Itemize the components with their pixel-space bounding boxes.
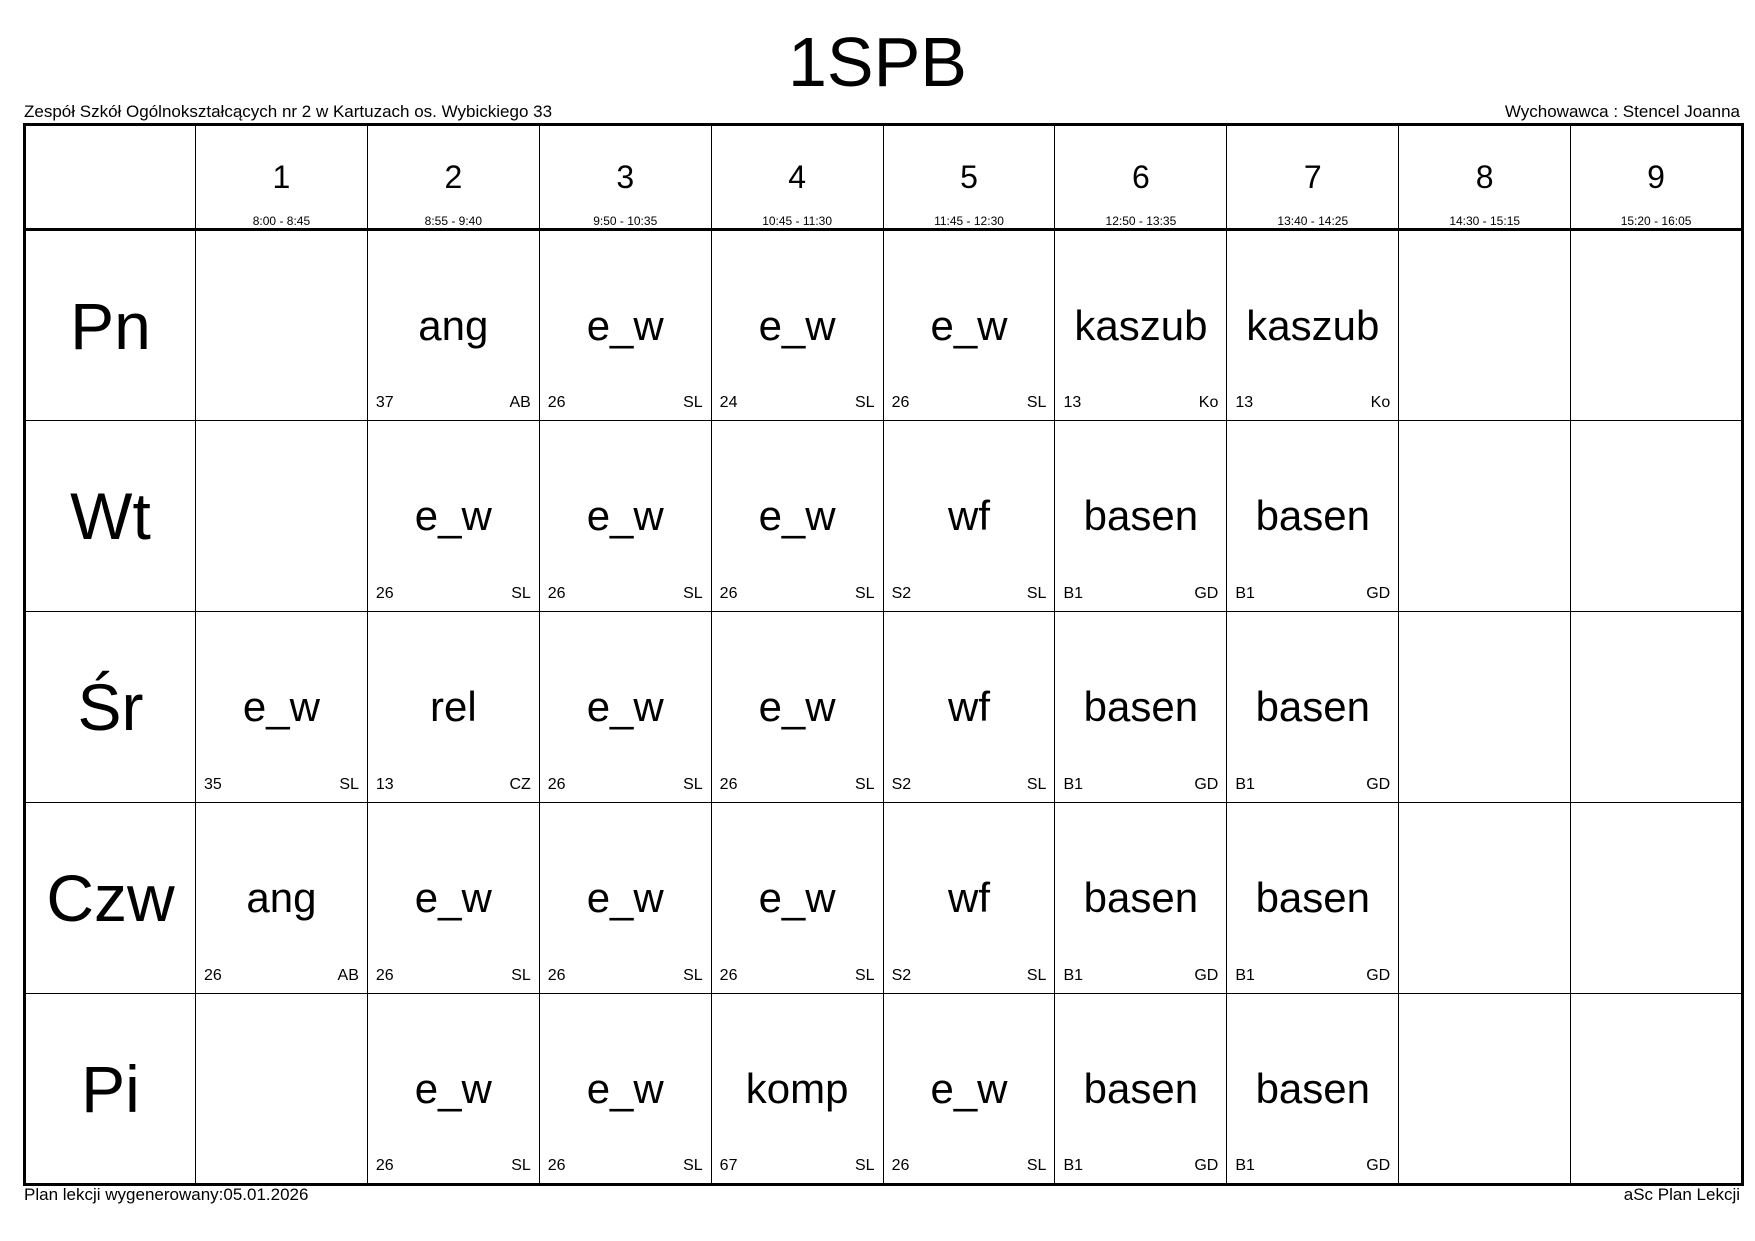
lesson-teacher: SL (511, 585, 531, 602)
lesson-room: B1 (1063, 585, 1084, 602)
empty-lesson-cell (1399, 612, 1571, 803)
period-number: 2 (444, 159, 463, 195)
lesson-room: S2 (891, 776, 912, 793)
empty-lesson-cell (196, 230, 368, 421)
lesson-subject: rel (429, 683, 477, 730)
empty-lesson-cell (196, 421, 368, 612)
lesson-teacher: SL (683, 585, 703, 602)
lesson-subject: e_w (586, 1065, 664, 1112)
lesson-subject: e_w (586, 492, 664, 539)
day-name: Czw (46, 861, 175, 935)
lesson-teacher: SL (339, 776, 359, 793)
class-tutor: Wychowawca : Stencel Joanna (1504, 102, 1740, 121)
period-time: 8:55 - 9:40 (424, 214, 483, 228)
lesson-cell (367, 803, 539, 994)
lesson-teacher: GD (1366, 1157, 1391, 1174)
lesson-room: 37 (375, 394, 394, 411)
lesson-teacher: GD (1194, 967, 1219, 984)
lesson-room: 26 (375, 585, 394, 602)
lesson-subject: wf (948, 874, 990, 921)
day-name: Pi (81, 1051, 140, 1126)
period-number: 4 (788, 159, 807, 195)
lesson-room: 35 (204, 776, 222, 793)
lesson-subject: basen (1083, 874, 1199, 921)
lesson-cell (711, 421, 883, 612)
lesson-room: 26 (547, 1157, 566, 1174)
lesson-room: B1 (1235, 1157, 1255, 1174)
day-cell (25, 421, 196, 612)
lesson-subject: basen (1083, 1065, 1199, 1112)
day-cell (25, 803, 196, 994)
lesson-cell (1227, 994, 1399, 1185)
day-name: Wt (70, 479, 151, 553)
day-cell (25, 612, 196, 803)
day-row (25, 230, 1743, 421)
lesson-subject: e_w (758, 302, 836, 349)
lesson-cell (539, 612, 711, 803)
lesson-room: 13 (375, 776, 394, 793)
lesson-subject: kaszub (1246, 302, 1380, 349)
period-time: 11:45 - 12:30 (934, 214, 1004, 228)
lesson-subject: basen (1083, 683, 1199, 730)
lesson-cell (1227, 421, 1399, 612)
lesson-subject: e_w (242, 683, 320, 730)
period-time: 9:50 - 10:35 (593, 214, 658, 228)
lesson-room: 26 (547, 585, 566, 602)
lesson-teacher: GD (1366, 776, 1391, 793)
lesson-teacher: GD (1194, 1157, 1219, 1174)
lesson-subject: basen (1255, 492, 1370, 539)
lesson-subject: e_w (758, 492, 836, 539)
lesson-room: 26 (719, 776, 738, 793)
lesson-cell (1227, 612, 1399, 803)
lesson-cell (1055, 994, 1227, 1185)
empty-lesson-cell (1399, 421, 1571, 612)
lesson-room: B1 (1063, 967, 1084, 984)
day-row (25, 421, 1743, 612)
timetable (23, 123, 1744, 1186)
lesson-cell (1055, 803, 1227, 994)
period-number: 9 (1647, 159, 1665, 195)
empty-lesson-cell (1399, 230, 1571, 421)
lesson-cell (883, 803, 1055, 994)
lesson-subject: wf (948, 492, 990, 539)
lesson-room: B1 (1235, 585, 1255, 602)
lesson-cell (883, 994, 1055, 1185)
lesson-subject: basen (1255, 683, 1370, 730)
lesson-cell (1227, 803, 1399, 994)
lesson-room: 67 (719, 1157, 738, 1174)
empty-lesson-cell (1571, 803, 1743, 994)
period-time: 13:40 - 14:25 (1277, 214, 1349, 228)
lesson-cell (367, 612, 539, 803)
lesson-subject: e_w (414, 1065, 492, 1112)
lesson-teacher: SL (854, 585, 875, 602)
lesson-cell (539, 230, 711, 421)
lesson-cell (539, 994, 711, 1185)
lesson-subject: e_w (930, 302, 1008, 349)
period-number: 7 (1303, 159, 1322, 195)
lesson-room: S2 (891, 967, 912, 984)
lesson-subject: wf (948, 683, 990, 730)
lesson-subject: ang (246, 874, 317, 921)
lesson-teacher: SL (511, 1157, 531, 1174)
period-header-1 (196, 125, 368, 230)
corner-cell (25, 125, 196, 230)
lesson-subject: e_w (930, 1065, 1008, 1112)
lesson-subject: e_w (586, 683, 664, 730)
lesson-teacher: SL (683, 1157, 703, 1174)
lesson-room: 26 (891, 1157, 910, 1174)
lesson-cell (1055, 421, 1227, 612)
lesson-room: S2 (891, 585, 912, 602)
empty-lesson-cell (196, 994, 368, 1185)
generated-date: Plan lekcji wygenerowany:05.01.2026 (24, 1185, 309, 1204)
lesson-subject: e_w (414, 874, 492, 921)
day-row (25, 994, 1743, 1185)
lesson-subject: kaszub (1074, 302, 1208, 349)
period-time: 8:00 - 8:45 (252, 214, 311, 228)
lesson-teacher: SL (1026, 585, 1047, 602)
lesson-teacher: SL (854, 394, 875, 411)
empty-lesson-cell (1571, 994, 1743, 1185)
lesson-teacher: CZ (509, 776, 531, 793)
lesson-subject: basen (1255, 874, 1370, 921)
software-credit: aSc Plan Lekcji (1623, 1185, 1740, 1204)
lesson-room: 26 (547, 394, 566, 411)
period-number: 3 (616, 159, 635, 195)
lesson-room: 26 (547, 776, 566, 793)
period-header-2 (367, 125, 539, 230)
period-header-5 (883, 125, 1055, 230)
empty-lesson-cell (1571, 421, 1743, 612)
lesson-subject: basen (1255, 1065, 1370, 1112)
lesson-teacher: SL (683, 967, 703, 984)
lesson-teacher: SL (854, 776, 875, 793)
lesson-cell (1227, 230, 1399, 421)
period-number: 6 (1132, 159, 1150, 195)
lesson-subject: ang (418, 302, 489, 349)
lesson-teacher: GD (1194, 776, 1219, 793)
period-header-3 (539, 125, 711, 230)
lesson-room: 26 (719, 967, 738, 984)
day-row (25, 803, 1743, 994)
lesson-cell (539, 803, 711, 994)
lesson-room: B1 (1063, 1157, 1084, 1174)
lesson-teacher: GD (1366, 967, 1391, 984)
lesson-teacher: SL (1026, 967, 1047, 984)
empty-lesson-cell (1571, 230, 1743, 421)
lesson-teacher: Ko (1370, 394, 1391, 411)
lesson-cell (711, 803, 883, 994)
lesson-subject: basen (1083, 492, 1199, 539)
lesson-cell (711, 230, 883, 421)
lesson-cell (711, 994, 883, 1185)
lesson-cell (367, 230, 539, 421)
lesson-teacher: SL (683, 394, 703, 411)
period-header-4 (711, 125, 883, 230)
lesson-cell (367, 421, 539, 612)
lesson-cell (1055, 230, 1227, 421)
lesson-cell (1055, 612, 1227, 803)
period-number: 1 (272, 159, 291, 195)
lesson-teacher: Ko (1198, 394, 1219, 411)
lesson-subject: e_w (758, 683, 836, 730)
lesson-cell (883, 612, 1055, 803)
lesson-room: 26 (719, 585, 738, 602)
lesson-teacher: SL (854, 967, 875, 984)
lesson-room: 26 (204, 967, 222, 984)
lesson-room: B1 (1235, 967, 1255, 984)
lesson-subject: e_w (414, 492, 492, 539)
period-header-7 (1227, 125, 1399, 230)
lesson-cell (883, 230, 1055, 421)
period-number: 5 (960, 159, 978, 195)
lesson-cell (196, 612, 368, 803)
lesson-cell (196, 803, 368, 994)
page-title: 1SPB (788, 23, 967, 101)
period-time: 10:45 - 11:30 (762, 214, 833, 228)
period-header-8 (1399, 125, 1571, 230)
period-time: 14:30 - 15:15 (1449, 214, 1521, 228)
lesson-teacher: AB (509, 394, 531, 411)
period-header-row (25, 125, 1743, 230)
day-cell (25, 230, 196, 421)
lesson-room: 24 (719, 394, 738, 411)
lesson-teacher: GD (1194, 585, 1219, 602)
empty-lesson-cell (1399, 994, 1571, 1185)
school-name: Zespół Szkół Ogólnokształcących nr 2 w Kartuzach os. Wybickiego 33 (24, 102, 553, 121)
period-header-9 (1571, 125, 1743, 230)
lesson-subject: e_w (586, 302, 664, 349)
lesson-room: 26 (375, 1157, 394, 1174)
lesson-teacher: GD (1366, 585, 1391, 602)
empty-lesson-cell (1571, 612, 1743, 803)
lesson-room: 13 (1063, 394, 1082, 411)
lesson-subject: e_w (586, 874, 664, 921)
empty-lesson-cell (1399, 803, 1571, 994)
lesson-room: 26 (891, 394, 910, 411)
lesson-room: 13 (1235, 394, 1254, 411)
lesson-teacher: SL (1026, 394, 1047, 411)
lesson-room: B1 (1235, 776, 1255, 793)
lesson-teacher: SL (511, 967, 531, 984)
day-cell (25, 994, 196, 1185)
period-time: 12:50 - 13:35 (1105, 214, 1177, 228)
lesson-cell (883, 421, 1055, 612)
lesson-room: 26 (375, 967, 394, 984)
lesson-teacher: SL (1026, 1157, 1047, 1174)
period-time: 15:20 - 16:05 (1620, 214, 1692, 228)
lesson-teacher: SL (854, 1157, 875, 1174)
day-name: Pn (70, 288, 151, 363)
lesson-teacher: SL (1026, 776, 1047, 793)
lesson-teacher: SL (683, 776, 703, 793)
period-number: 8 (1475, 159, 1494, 195)
lesson-room: 26 (547, 967, 566, 984)
day-name: Śr (77, 670, 144, 744)
day-row (25, 612, 1743, 803)
period-header-6 (1055, 125, 1227, 230)
lesson-room: B1 (1063, 776, 1084, 793)
lesson-cell (367, 994, 539, 1185)
lesson-cell (539, 421, 711, 612)
lesson-subject: e_w (758, 874, 836, 921)
lesson-subject: komp (745, 1065, 849, 1112)
lesson-teacher: AB (337, 967, 359, 984)
lesson-cell (711, 612, 883, 803)
